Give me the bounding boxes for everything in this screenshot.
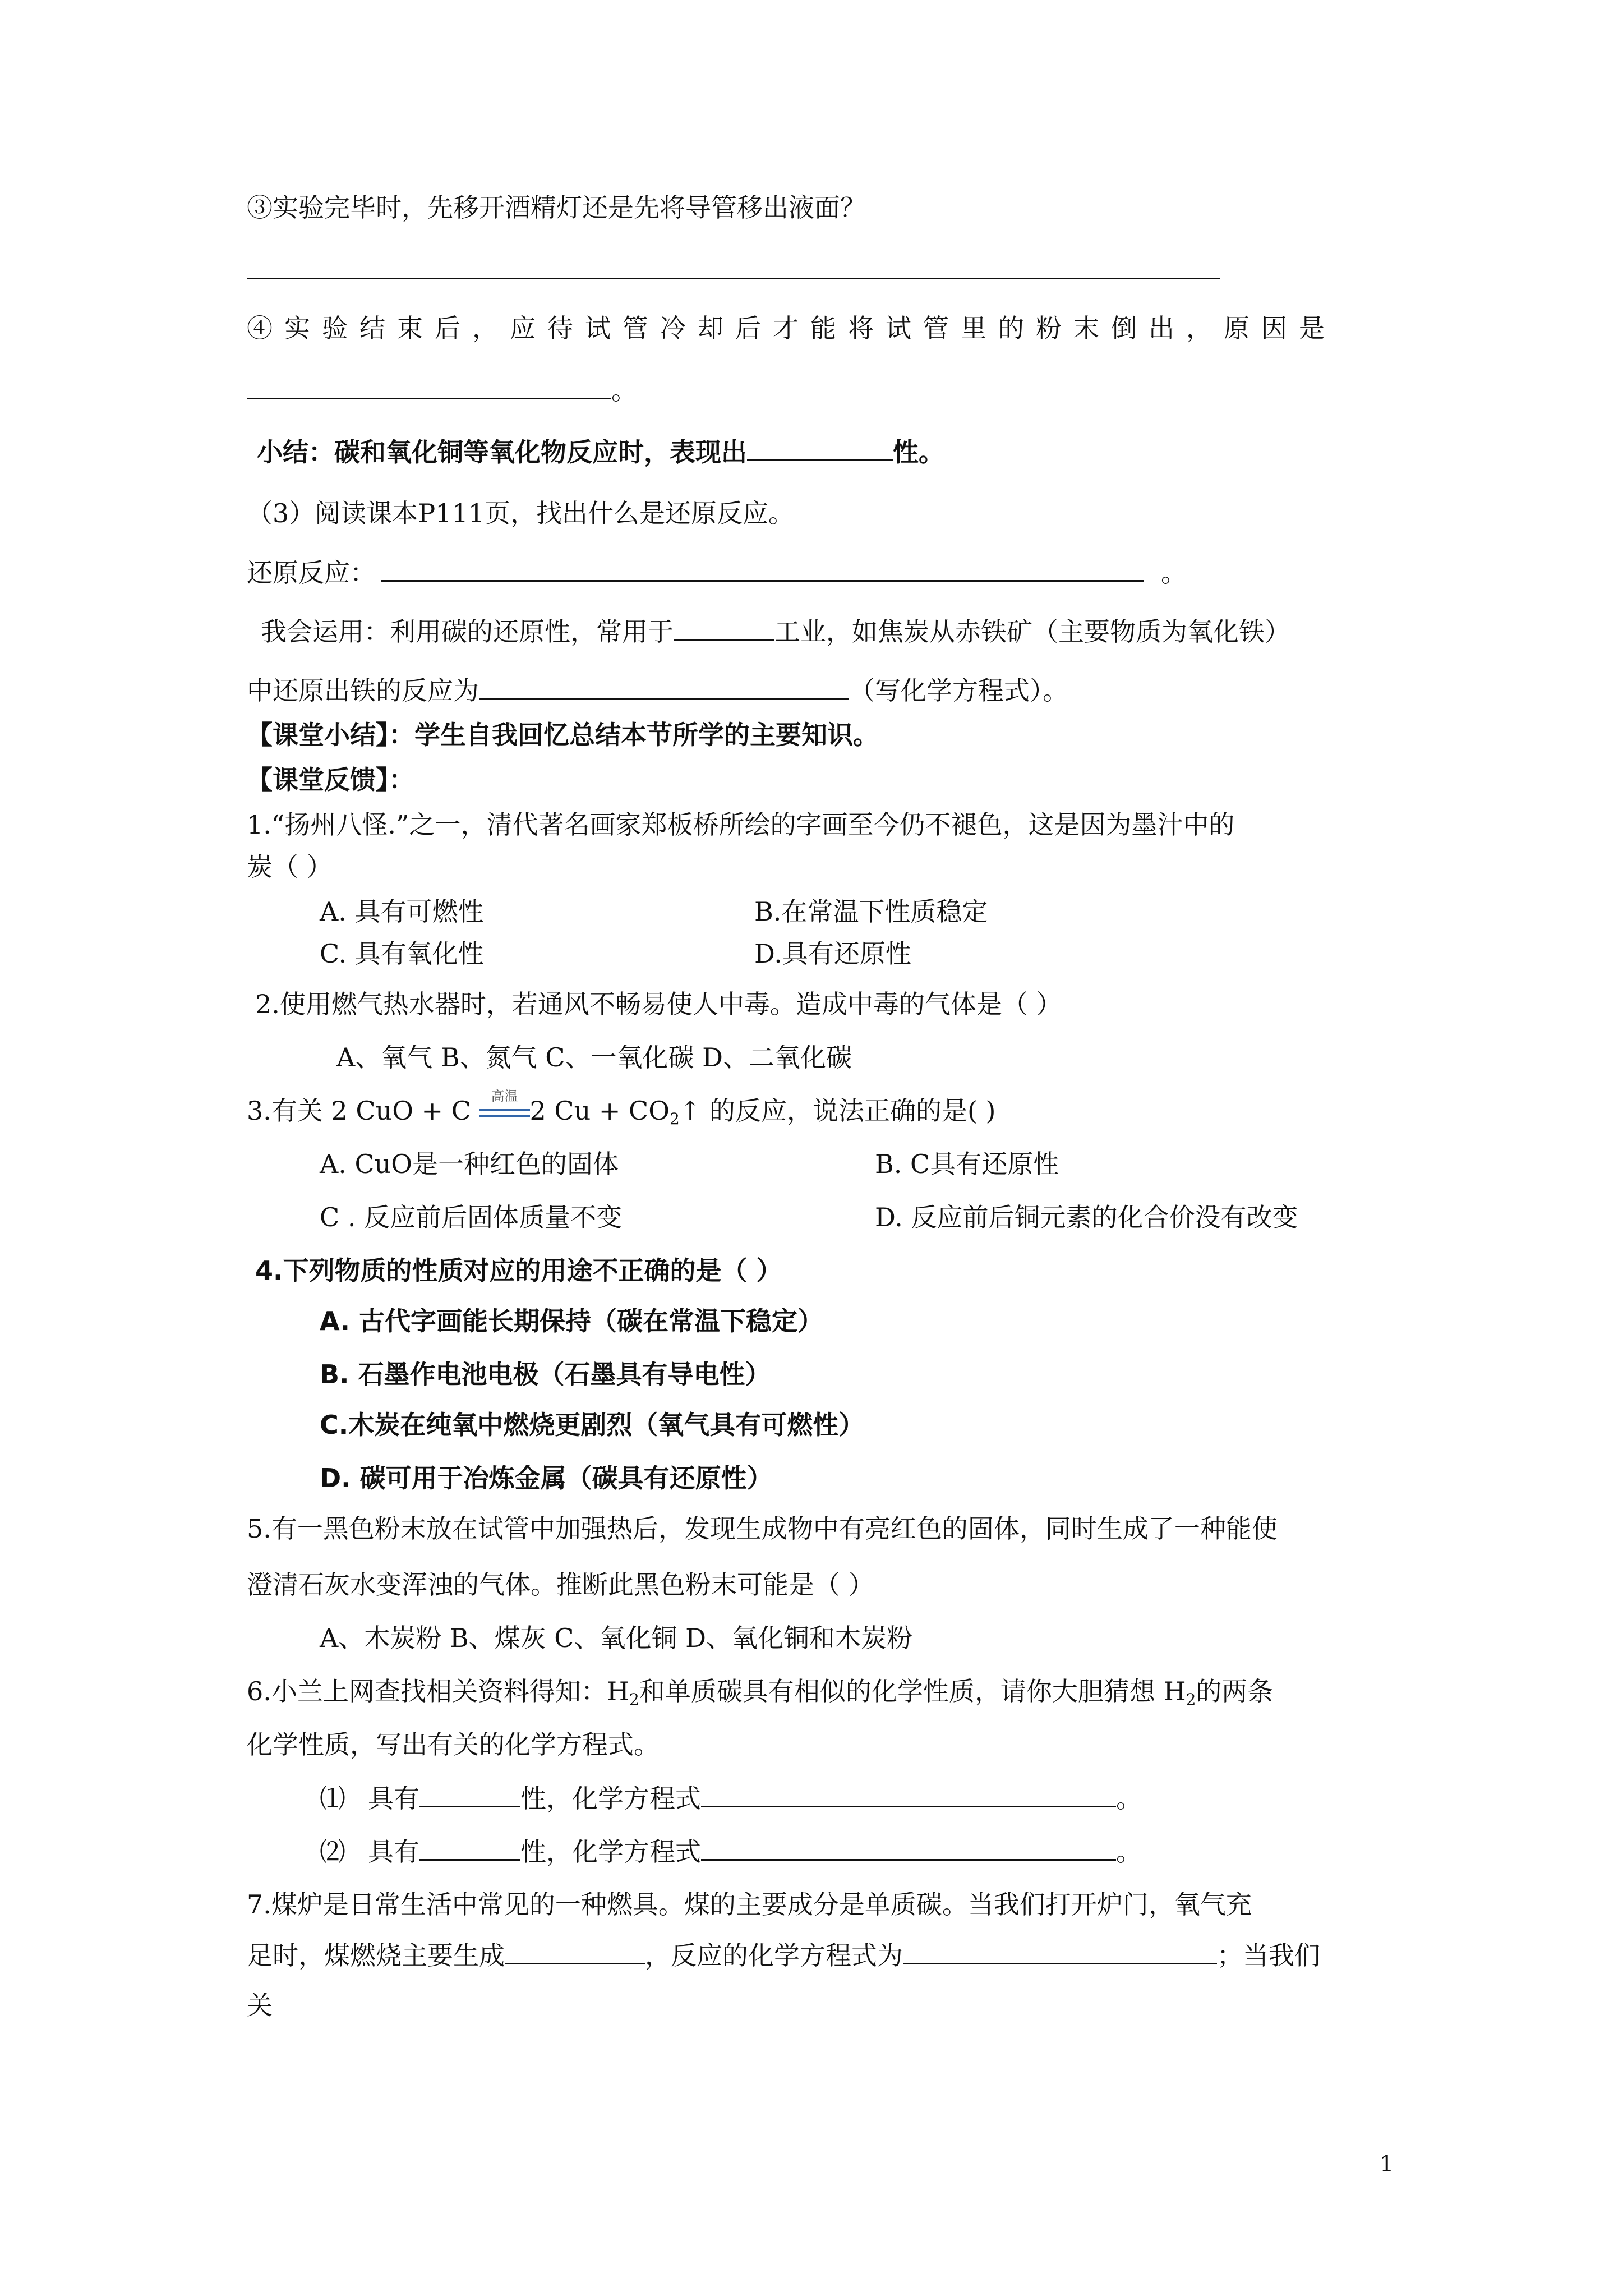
summary-line: 小结：碳和氧化铜等氧化物反应时，表现出 性。 [257,435,944,469]
q1-option-b: B.在常温下性质稳定 [754,896,988,927]
q3-option-d: D. 反应前后铜元素的化合价没有改变 [875,1202,1298,1232]
q6-stem-line-1: 6.小兰上网查找相关资料得知：$H_2$和单质碳具有相似的化学性质，请你大胆猜想 $H_2$的两条 [247,1676,1274,1709]
section-3-heading: （3）阅读课本P111页，找出什么是还原反应。 [247,498,795,528]
answer-blank [419,1834,520,1861]
q4-answer-row: 。 [247,373,637,407]
q7-stem-line-3: 关 [247,1990,273,2021]
page-number: 1 [1380,2151,1394,2177]
q6-stem-line-2: 化学性质，写出有关的化学方程式。 [247,1729,660,1760]
answer-line [247,278,1220,279]
q2-stem: 2.使用燃气热水器时，若通风不畅易使人中毒。造成中毒的气体是（ ） [255,989,1062,1019]
answer-blank [505,1938,645,1964]
class-feedback-heading: 【课堂反馈】： [247,765,414,795]
q5-options: A、木炭粉 B、煤灰 C、氧化铜 D、氧化铜和木炭粉 [320,1623,912,1653]
q5-stem-line-2: 澄清石灰水变浑浊的气体。推断此黑色粉末可能是（ ） [247,1570,874,1600]
q4-question: ④实验结束后，应待试管冷却后才能将试管里的粉末倒出，原因是 [247,313,1336,343]
q4-option-a: A. 古代字画能长期保持（碳在常温下稳定） [320,1306,823,1336]
q3-option-c: C . 反应前后固体质量不变 [320,1202,623,1232]
answer-blank [701,1781,1116,1807]
answer-blank [419,1781,520,1807]
reaction-condition: 高温 [479,1094,530,1128]
answer-blank [247,373,611,399]
q1-stem-line-1: 1.“扬州八怪.”之一，清代著名画家郑板桥所绘的字画至今仍不褪色，这是因为墨汁中的 [247,809,1235,840]
apply-line-2: 中还原出铁的反应为 （写化学方程式）。 [247,673,1068,707]
answer-blank [479,673,849,700]
q6-item-2: ⑵ 具有 性，化学方程式 。 [320,1834,1142,1869]
q4-option-c: C.木炭在纯氧中燃烧更剧烈（氧气具有可燃性） [320,1410,865,1440]
answer-blank [747,435,893,461]
q4-option-b: B. 石墨作电池电极（石墨具有导电性） [320,1359,771,1389]
apply-line-1: 我会运用：利用碳的还原性，常用于 工业，如焦炭从赤铁矿（主要物质为氧化铁） [261,614,1290,648]
answer-blank [903,1938,1217,1964]
q3-option-b: B. C具有还原性 [875,1149,1059,1179]
q4-option-d: D. 碳可用于冶炼金属（碳具有还原性） [320,1463,773,1493]
reduction-definition: 还原反应： 。 [247,555,1187,590]
q3-stem: 3.有关 2 CuO + C 高温 2 $Cu + CO_2↑$ 的反应，说法正确的是( ) [247,1088,996,1128]
q1-option-a: A. 具有可燃性 [320,896,484,927]
q7-stem-line-2: 足时，煤燃烧主要生成 ，反应的化学方程式为 ；当我们 [247,1938,1320,1972]
q7-stem-line-1: 7.煤炉是日常生活中常见的一种燃具。煤的主要成分是单质碳。当我们打开炉门，氧气充 [247,1889,1252,1920]
q1-option-d: D.具有还原性 [754,938,911,969]
q4-stem: 4.下列物质的性质对应的用途不正确的是（ ） [255,1255,782,1286]
q3-option-a: A. CuO是一种红色的固体 [320,1149,619,1179]
answer-blank [701,1834,1116,1861]
class-summary: 【课堂小结】：学生自我回忆总结本节所学的主要知识。 [247,720,879,750]
q1-option-c: C. 具有氧化性 [320,938,484,969]
q3-question: ③实验完毕时，先移开酒精灯还是先将导管移出液面？ [247,192,866,223]
answer-blank [381,555,1144,582]
answer-blank [674,614,774,641]
q2-options: A、氧气 B、氮气 C、一氧化碳 D、二氧化碳 [336,1042,852,1073]
q5-stem-line-1: 5.有一黑色粉末放在试管中加强热后，发现生成物中有亮红色的固体，同时生成了一种能使 [247,1513,1278,1544]
q6-item-1: ⑴ 具有 性，化学方程式 。 [320,1781,1142,1815]
q1-stem-line-2: 炭（ ） [247,852,333,882]
